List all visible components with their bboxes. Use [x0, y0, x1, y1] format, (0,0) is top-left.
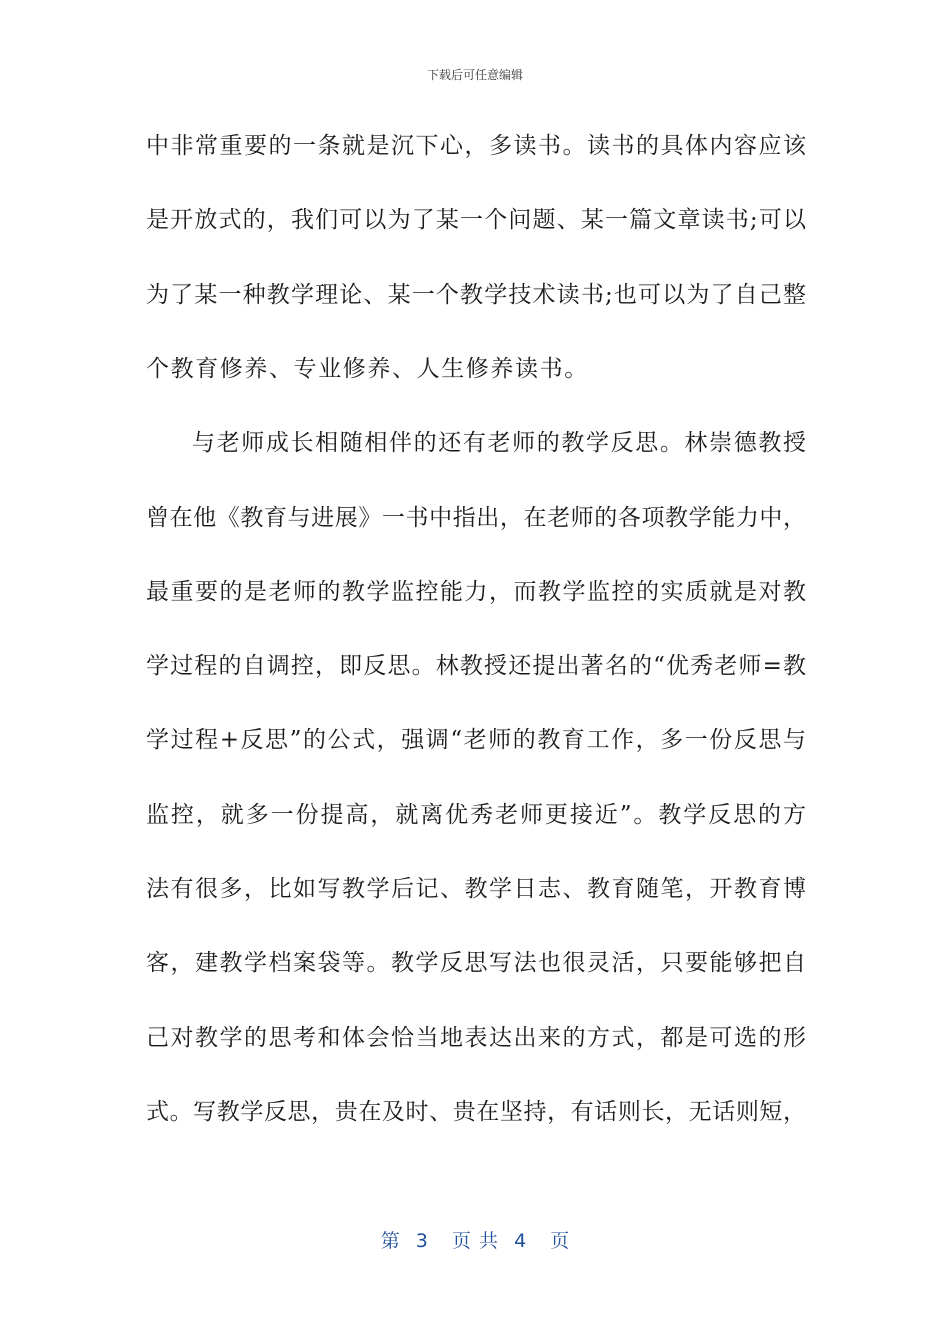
text-line: 监控，就多一份提高，就离优秀老师更接近”。教学反思的方 [146, 802, 806, 828]
text-line: 是开放式的，我们可以为了某一个问题、某一篇文章读书;可以 [146, 207, 806, 233]
page-header-note: 下载后可任意编辑 [426, 68, 523, 82]
text-line: 客，建教学档案袋等。教学反思写法也很灵活，只要能够把自 [146, 950, 806, 976]
text-line: 最重要的是老师的教学监控能力，而教学监控的实质就是对教 [146, 579, 806, 605]
text-line: 曾在他《教育与进展》一书中指出，在老师的各项教学能力中， [146, 505, 806, 531]
text-line: 式。写教学反思，贵在及时、贵在坚持，有话则长，无话则短， [146, 1099, 806, 1125]
text-line: 个教育修养、专业修养、人生修养读书。 [146, 356, 589, 382]
text-line: 为了某一种教学理论、某一个教学技术读书;也可以为了自己整 [146, 282, 806, 308]
page-number-footer: 第 3 页 共 4 页 [380, 1230, 570, 1252]
text-line: 己对教学的思考和体会恰当地表达出来的方式，都是可选的形 [146, 1025, 806, 1051]
paragraph-first-line: 与老师成长相随相伴的还有老师的教学反思。林崇德教授 [192, 430, 806, 456]
text-line: 中非常重要的一条就是沉下心，多读书。读书的具体内容应该 [146, 133, 806, 159]
text-line: 学过程的自调控，即反思。林教授还提出著名的“优秀老师=教 [146, 653, 806, 679]
text-line: 学过程+反思”的公式，强调“老师的教育工作，多一份反思与 [146, 727, 806, 753]
text-line: 法有很多，比如写教学后记、教学日志、教育随笔，开教育博 [146, 876, 806, 902]
